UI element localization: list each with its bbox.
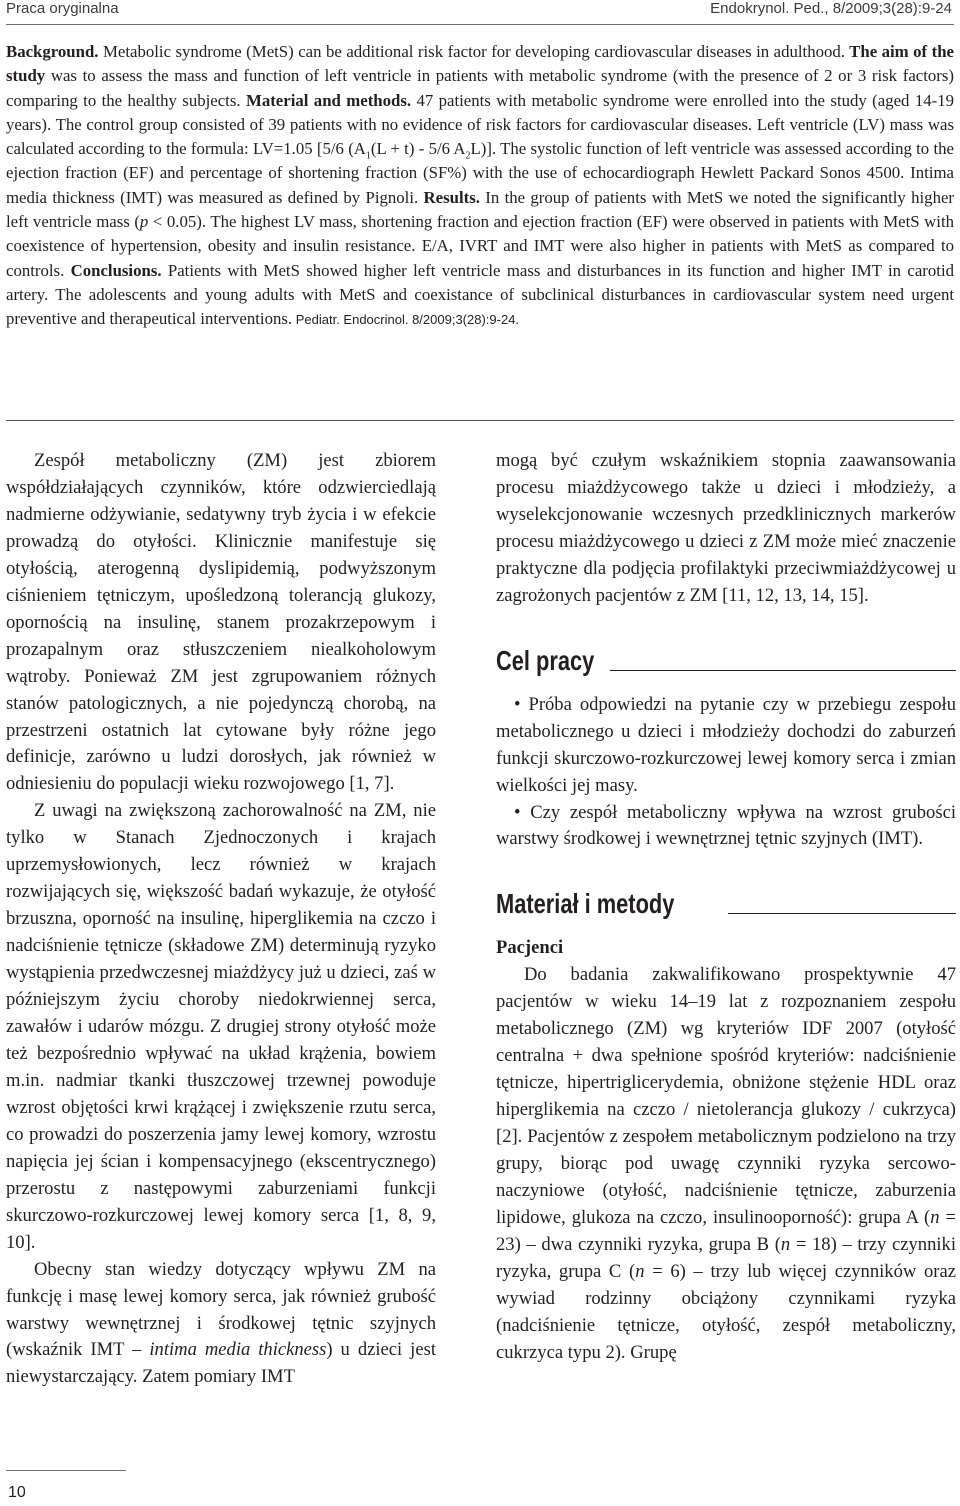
abstract-citation: Pediatr. Endocrinol. 8/2009;3(28):9-24. [292, 312, 520, 328]
methods-text-1: 47 patients with metabolic syndrome were enrolled into the study (aged 14-19 years). The control group consisted of 39 patients with no evidence of risk factors for cardiovascular diseases. Left ventricle (LV) mass was calculated according to the formula: LV=1.05 [5/6 (A [6, 90, 954, 159]
background-text: Metabolic syndrome (MetS) can be additional risk factor for developing cardiovascular diseases in adulthood. [98, 42, 845, 61]
methods-label: Material and methods. [240, 90, 412, 110]
p-value-symbol: p [139, 212, 149, 232]
conclusions-label: Conclusions. [64, 260, 162, 280]
intro-paragraph-3-italic: intima media thickness [149, 1339, 327, 1361]
intro-paragraph-3-b: ) u dzieci jest niewystarczający. Zatem pomiary IMT [6, 1339, 436, 1388]
background-label: Background. [6, 42, 99, 61]
subsection-patients: Pacjenci [496, 937, 564, 959]
aim-label: The aim of the study [6, 42, 954, 86]
intro-paragraph-1: Zespół metaboliczny (ZM) jest zbiorem współdziałających czynników, które odzwierciedlają nadmierne odżywianie, sedatywny tryb życia i w efekcie prowadzą do otyłości. Klinicznie manifestuje się otyłością, aterogenną dyslipidemią, podwyższonym ciśnieniem tętniczym, upośledzoną tolerancją glukozy, opornością na insulinę, stanem prozakrzepowym i prozapalnym oraz stłuszczeniem niealkoholowym wątroby. Ponieważ ZM jest zgrupowaniem różnych stanów patologicznych, a nie pojedynczą chorobą, na przestrzeni ostatnich lat cytowane były różne jego definicje, zarówno u ludzi dorosłych, jak również w odniesieniu do populacji wieku rozwojowego [1, 7]. [6, 450, 436, 795]
right-column [496, 448, 956, 1367]
section-heading-aims [496, 644, 956, 678]
section-title-aims: Cel pracy [496, 644, 595, 676]
aim-text: was to assess the mass and function of left ventricle in patients with metabolic syndrome (with the presence of 2 or 3 risk factors) comparing to the healthy subjects. [6, 66, 954, 110]
n-symbol-2: n [780, 1233, 791, 1255]
section-heading-methods [496, 887, 956, 921]
running-header-left: Praca oryginalna [6, 0, 119, 17]
intro-continuation: mogą być czułym wskaźnikiem stopnia zaawansowania procesu miażdżycowego także u dzieci i młodzieży, a wyselekcjonowanie wczesnych przedklinicznych markerów procesu miażdżycowego u dzieci z ZM może mieć znaczenie praktyczne dla podjęcia profilaktyki przeciwmiażdżycowej u zagrożonych pacjentów z ZM [11, 12, 13, 14, 15]. [496, 450, 956, 606]
page-number: 10 [8, 1484, 26, 1501]
running-header-right: Endokrynol. Ped., 8/2009;3(28):9-24 [710, 0, 952, 17]
conclusions-text: Patients with MetS showed higher left ventricle mass and disturbances in its function and higher IMT in carotid artery. The adolescents and young adults with MetS and coexistance of subclinical disturbances in cardiovascular system need urgent preventive and therapeutical interventions. [6, 260, 955, 329]
intro-paragraph-3-a: Obecny stan wiedzy dotyczący wpływu ZM na funkcję i masę lewej komory serca, jak również grubość warstwy wewnętrznej i środkowej tętnic szyjnych (wskaźnik IMT – [6, 1258, 436, 1361]
intro-paragraph-3 [6, 1257, 436, 1392]
aim-bullet-1: • Próba odpowiedzi na pytanie czy w przebiegu zespołu metabolicznego u dzieci i młodzieży dochodzi do zaburzeń funkcji skurczowo-rozkurczowej lewej komory serca i zmian wielkości jej masy. [496, 693, 956, 796]
methods-paragraph [496, 962, 956, 1366]
section-title-methods: Materiał i metody [496, 888, 675, 920]
abstract-divider [6, 420, 954, 421]
n-symbol-1: n [930, 1206, 940, 1228]
english-abstract [6, 40, 954, 333]
results-text-1: In the group of patients with MetS we noted the significantly higher left ventricle mass ( [6, 187, 954, 232]
formula-subscript-2: 2 [465, 150, 471, 162]
methods-text-2: (L + t) - 5/6 A [370, 139, 466, 159]
methods-paragraph-d: = 6) – trzy lub więcej czynników oraz wywiad rodzinny obciążony czynnikami ryzyka (nadciśnienie tętnicze, otyłość, zespół metaboliczny, cukrzyca typu 2). Grupę [496, 1260, 956, 1363]
methods-paragraph-b: = 23) – dwa czynniki ryzyka, grupa B ( [496, 1206, 957, 1255]
intro-paragraph-2: Z uwagi na zwiększoną zachorowalność na ZM, nie tylko w Stanach Zjednoczonych i krajach uprzemysłowionych, lecz również w krajach rozwijających się, większość badań wykazuje, że otyłość brzuszna, oporność na insulinę, hiperglikemia na czczo i nadciśnienie tętnicze (składowe ZM) determinują ryzyko wystąpienia przedwczesnej miażdżycy już u dzieci, zaś w późniejszym życiu choroby niedokrwiennej serca, zawałów i udarów mózgu. Z drugiej strony otyłość może też bezpośrednio wpływać na układ krążenia, bowiem m.in. nadmiar tkanki tłuszczowej trzewnej powoduje wzrost objętości krwi krążącej i zwiększenie rzutu serca, co prowadzi do poszerzenia jamy lewej komory, wzrostu napięcia jej ścian i kompensacyjnego (ekscentrycznego) przerostu z następowymi zaburzeniami funkcji skurczowo-rozkurczowej lewej komory serca [1, 8, 9, 10]. [6, 800, 436, 1253]
methods-text-3: L)]. The systolic function of left ventricle was assessed according to the ejection fraction (EF) and percentage of shortening fraction (SF%) with the use of echocardiograph Hewlett Packard Sonos 4500. Intima media thickness (IMT) was measured as defined by Pignoli. [6, 139, 954, 207]
results-text-2: < 0.05). The highest LV mass, shortening fraction and ejection fraction (EF) were observed in patients with MetS with coexistence of hypertension, obesity and insulin resistance. E/A, IVRT and IMT were also higher in patients with MetS as compared to controls. [6, 212, 954, 280]
n-symbol-3: n [635, 1260, 645, 1282]
methods-paragraph-a: Do badania zakwalifikowano prospektywnie 47 pacjentów w wieku 14–19 lat z rozpoznaniem zespołu metabolicznego (ZM) wg kryteriów IDF 2007 (otyłość centralna + dwa spełnione spośród kryteriów: nadciśnienie tętnicze, hipertriglicerydemia, obniżone stężenie HDL oraz hiperglikemia na czczo / nietolerancja glukozy / cukrzyca) [2]. Pacjentów z zespołem metabolicznym podzielono na trzy grupy, biorąc pod uwagę czynniki ryzyka sercowo-naczyniowe (otyłość, nadciśnienie tętnicze, zaburzenia lipidowe, glukoza na czczo, insulinooporność): grupa A ( [496, 964, 956, 1228]
footer-divider [6, 1470, 126, 1471]
results-label: Results. [418, 187, 480, 207]
aim-bullet-2: • Czy zespół metaboliczny wpływa na wzrost grubości warstwy środkowej i wewnętrznej tętnic szyjnych (IMT). [496, 801, 956, 850]
section-rule-methods [728, 913, 956, 914]
formula-subscript-1: 1 [365, 150, 371, 162]
header-divider [6, 24, 954, 25]
left-column [6, 448, 436, 1391]
section-rule-aims [610, 670, 956, 671]
methods-paragraph-c: = 18) – trzy czynniki ryzyka, grupa C ( [496, 1233, 956, 1282]
